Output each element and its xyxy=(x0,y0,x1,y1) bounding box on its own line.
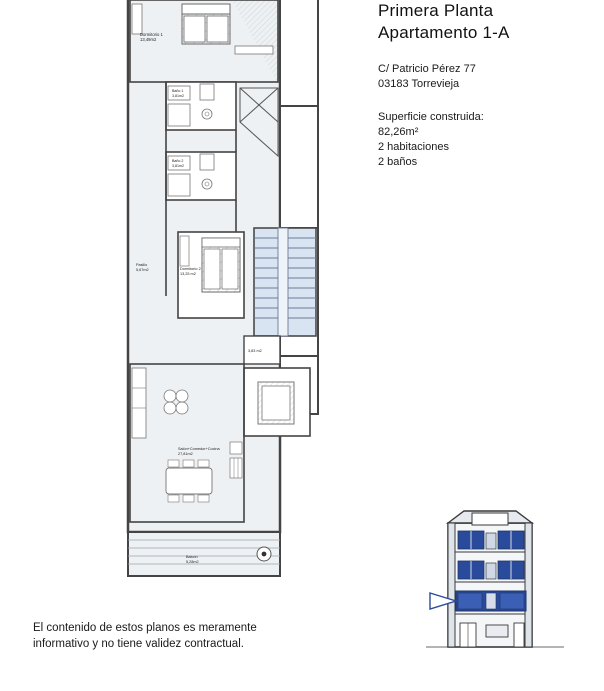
room-name: Dormitorio 2 xyxy=(180,267,201,271)
room-area: 3,81m2 xyxy=(172,164,184,168)
room-area: 27,81m2 xyxy=(178,452,193,456)
specs-block xyxy=(378,110,588,170)
address-block xyxy=(378,62,588,92)
title-line-1: Primera Planta xyxy=(378,1,494,20)
room-balcon xyxy=(128,532,280,576)
room-name: Baño 2 xyxy=(172,159,184,163)
patio xyxy=(244,368,310,436)
building-elevation xyxy=(420,505,570,655)
disclaimer-line-2: informativo y no tiene validez contractual. xyxy=(33,638,244,650)
spec-bedrooms: 2 habitaciones xyxy=(378,141,449,153)
room-dormitorio-2 xyxy=(178,232,244,318)
floor-3 xyxy=(455,531,525,552)
info-panel xyxy=(378,0,588,170)
page-title xyxy=(378,0,588,44)
room-area: 5,67m2 xyxy=(136,268,149,272)
room-area: 5,28m2 xyxy=(186,560,199,564)
disclaimer-line-1: El contenido de estos planos es meramente xyxy=(33,622,257,634)
room-area: 13,25 m2 xyxy=(180,272,196,276)
address-street: C/ Patricio Pérez 77 xyxy=(378,63,476,75)
stairwell xyxy=(254,228,316,336)
title-line-2: Apartamento 1-A xyxy=(378,23,510,42)
room-bano-2 xyxy=(166,152,236,200)
spec-area-value: 82,26m² xyxy=(378,126,419,138)
disclaimer xyxy=(33,620,353,652)
room-name: Salón+Comedor+Cocina xyxy=(178,447,220,451)
room-name: Balcón xyxy=(186,555,198,559)
floor-2 xyxy=(455,561,525,582)
room-pasillo xyxy=(136,263,149,272)
room-area: 3,81m2 xyxy=(172,94,184,98)
room-small-383 xyxy=(244,336,280,364)
room-name: Pasillo xyxy=(136,263,148,267)
spec-area-label: Superficie construida: xyxy=(378,111,484,123)
room-bano-1 xyxy=(166,82,236,130)
room-name: Dormitorio 1 xyxy=(140,32,163,37)
spec-bathrooms: 2 baños xyxy=(378,156,418,168)
floor-1-highlight xyxy=(430,591,526,614)
address-city: 03183 Torrevieja xyxy=(378,78,460,90)
floor-plan xyxy=(122,0,322,588)
room-area: 13,49m2 xyxy=(140,37,157,42)
room-area: 3,83 m2 xyxy=(248,349,262,353)
room-name: Baño 1 xyxy=(172,89,184,93)
